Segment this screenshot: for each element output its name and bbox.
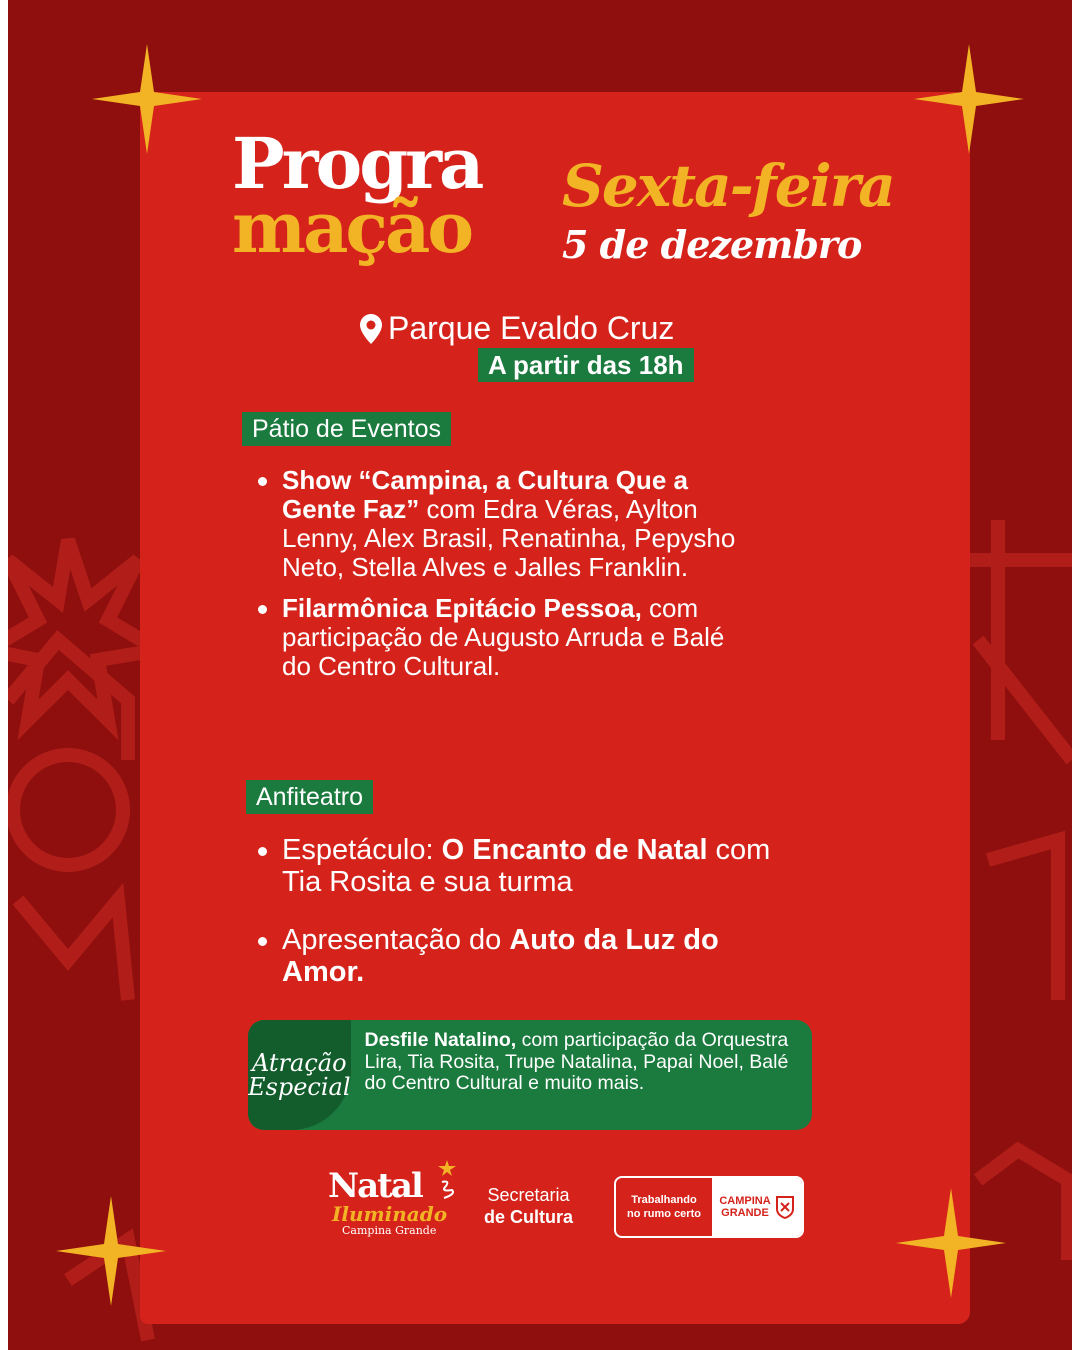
item-highlight: Show “Campina, a Cultura Que a Gente Faz” — [282, 465, 688, 524]
special-highlight: Desfile Natalino, — [364, 1029, 517, 1051]
special-attraction-box — [248, 1020, 812, 1130]
prefeitura-name-line-2: GRANDE — [721, 1207, 769, 1219]
patio-list — [254, 466, 744, 693]
start-time-badge: A partir das 18h — [478, 348, 694, 382]
natal-logo-line-1: Natal — [328, 1166, 422, 1206]
item-text: com participação de Augusto Arruda e Balé do Centro Cultural. — [282, 593, 725, 681]
location-text: Parque Evaldo Cruz — [388, 310, 675, 346]
prefeitura-name-line-1: CAMPINA — [719, 1195, 771, 1207]
item-text: com Tia Rosita e sua turma — [282, 834, 771, 898]
special-tag-line-1: Atração — [251, 1049, 347, 1077]
item-highlight: Auto da Luz do Amor. — [282, 924, 719, 988]
natal-iluminado-logo — [328, 1158, 458, 1244]
tree-icon — [436, 1160, 458, 1200]
anfiteatro-list — [254, 834, 794, 1014]
section-label-patio: Pátio de Eventos — [242, 412, 451, 446]
event-location — [360, 310, 674, 347]
title-line-2: mação — [232, 186, 472, 269]
star-icon — [56, 1196, 166, 1306]
location-pin-icon — [360, 314, 382, 344]
special-description — [351, 1020, 812, 1130]
natal-logo-line-3: Campina Grande — [342, 1224, 437, 1237]
list-item — [254, 466, 744, 582]
secretaria-line-1: Secretaria — [487, 1185, 570, 1205]
event-date: 5 de dezembro — [562, 222, 862, 267]
item-text: com Edra Véras, Aylton Lenny, Alex Brasil, Renatinha, Pepysho Neto, Stella Alves e Jalles Franklin. — [282, 494, 736, 582]
prefeitura-slogan — [616, 1178, 712, 1236]
page-title — [232, 122, 482, 269]
section-label-anfiteatro: Anfiteatro — [246, 780, 373, 814]
list-item — [254, 924, 762, 988]
secretaria-line-2: de Cultura — [484, 1207, 574, 1227]
item-prefix: Espetáculo: — [282, 834, 442, 866]
star-icon — [92, 44, 202, 154]
footer-logos — [320, 1158, 810, 1248]
prefeitura-name — [712, 1178, 802, 1236]
prefeitura-slogan-line-1: Trabalhando — [631, 1194, 697, 1206]
secretaria-logo — [484, 1184, 573, 1228]
item-highlight: O Encanto de Natal — [441, 834, 708, 866]
star-icon — [896, 1188, 1006, 1298]
list-item — [254, 834, 794, 898]
prefeitura-slogan-line-2: no rumo certo — [627, 1208, 701, 1220]
content-panel — [140, 92, 970, 1324]
list-item — [254, 594, 744, 681]
prefeitura-logo — [614, 1176, 804, 1238]
city-crest-icon — [775, 1195, 795, 1219]
event-day: Sexta-feira — [562, 152, 894, 220]
special-text: com participação da Orquestra Lira, Tia Rosita, Trupe Natalina, Papai Noel, Balé do Centro Cultural e muito mais. — [364, 1029, 789, 1094]
natal-logo-line-2: Iluminado — [332, 1202, 448, 1226]
title-line-1: Progra — [232, 122, 482, 205]
item-highlight: Filarmônica Epitácio Pessoa, — [282, 593, 642, 623]
item-prefix: Apresentação do — [282, 924, 510, 956]
star-icon — [914, 44, 1024, 154]
special-tag — [248, 1020, 351, 1130]
special-tag-line-2: Especial — [248, 1073, 351, 1101]
